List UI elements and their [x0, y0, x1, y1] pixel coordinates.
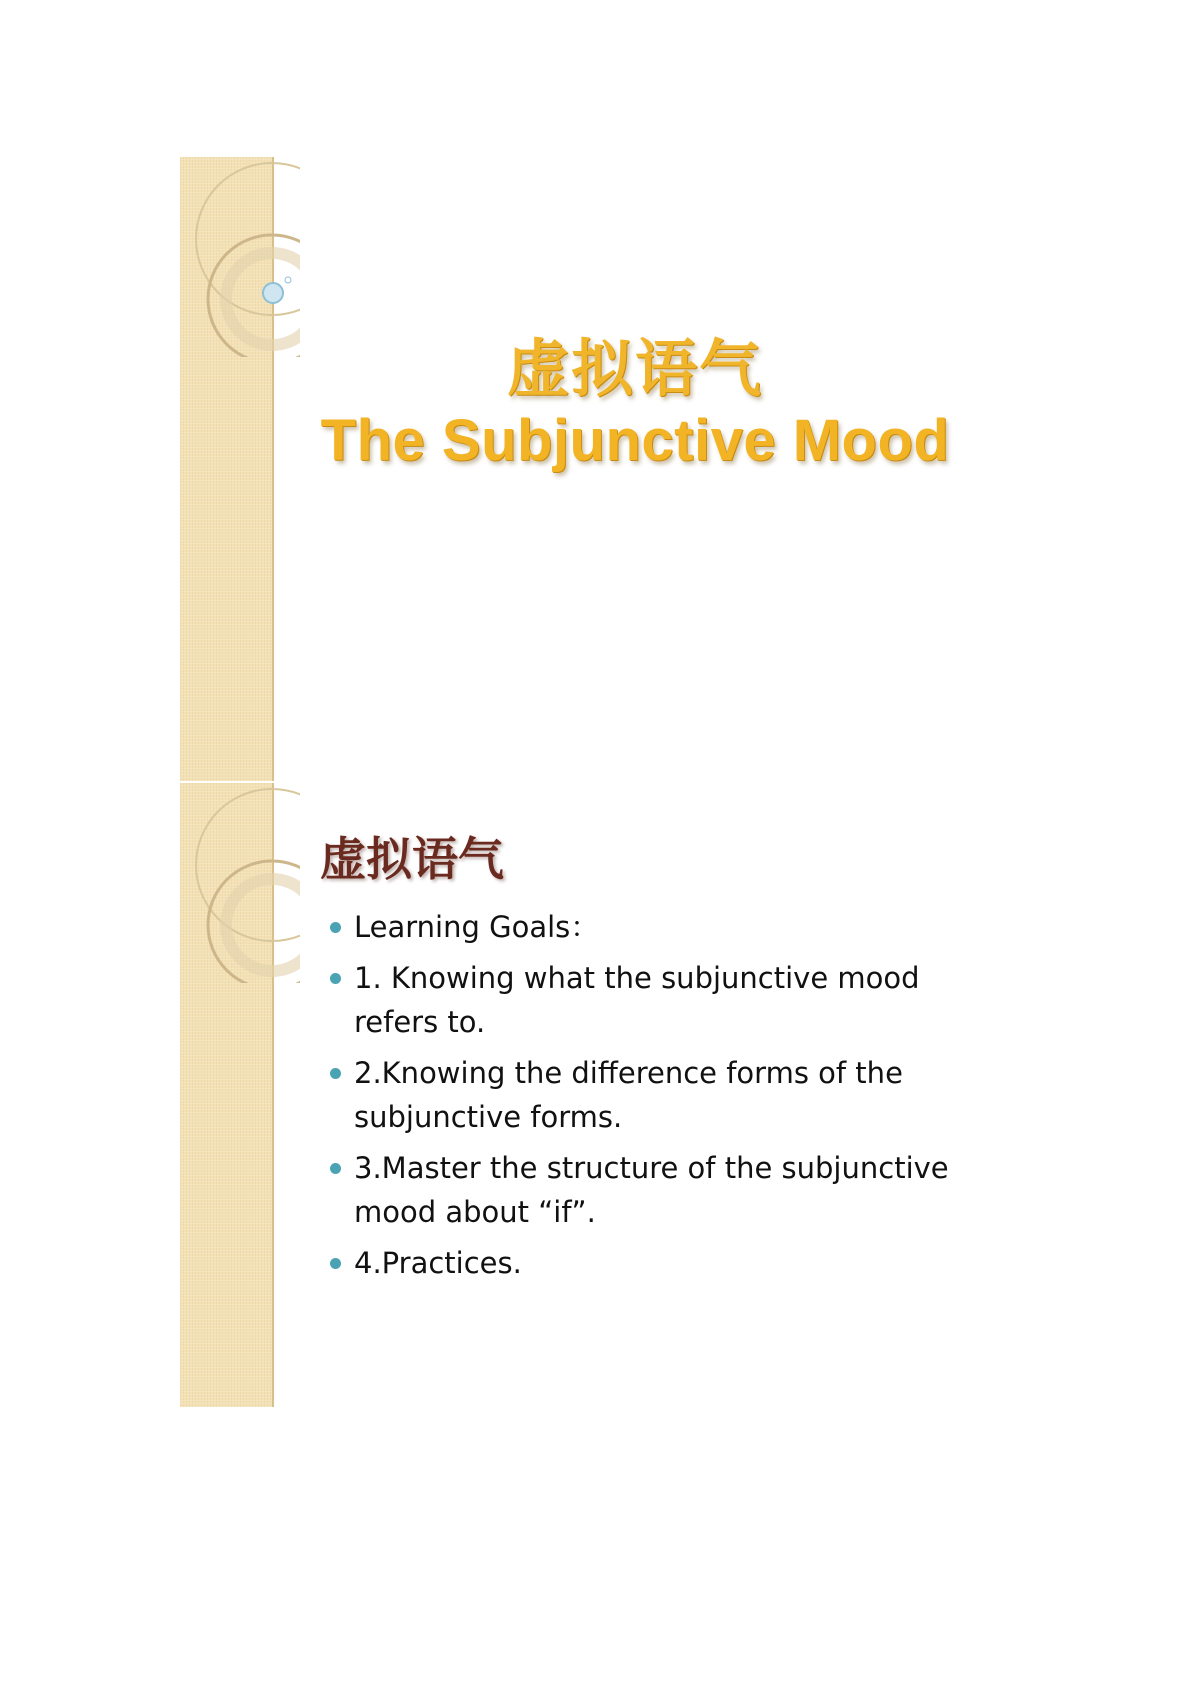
list-item-text: 2.Knowing the difference forms of the subjunctive forms.: [354, 1056, 903, 1134]
decorative-side-band: [180, 783, 274, 1407]
list-item: [330, 1051, 970, 1139]
list-item-text: 1. Knowing what the subjunctive mood refers to.: [354, 961, 920, 1039]
bullet-dot-icon: [330, 1258, 341, 1269]
list-item: [330, 1241, 970, 1285]
bullet-dot-icon: [330, 922, 341, 933]
list-item: [330, 1146, 970, 1234]
bullet-dot-icon: [330, 1163, 341, 1174]
list-item: [330, 956, 970, 1044]
learning-goals-slide: [180, 783, 1010, 1407]
title-block: [260, 332, 1010, 476]
bullet-dot-icon: [330, 973, 341, 984]
title-slide: [180, 157, 1010, 781]
learning-goals-list: [330, 905, 970, 1292]
bullet-dot-icon: [330, 1068, 341, 1079]
list-item: [330, 905, 970, 949]
slide-title-english: The Subjunctive Mood: [320, 408, 950, 473]
list-item-text: Learning Goals：: [354, 910, 600, 944]
slide-title-chinese: 虚拟语气: [506, 332, 763, 405]
list-item-text: 4.Practices.: [354, 1246, 522, 1280]
slide-heading: 虚拟语气: [320, 832, 504, 886]
list-item-text: 3.Master the structure of the subjunctive mood about “if”.: [354, 1151, 949, 1229]
